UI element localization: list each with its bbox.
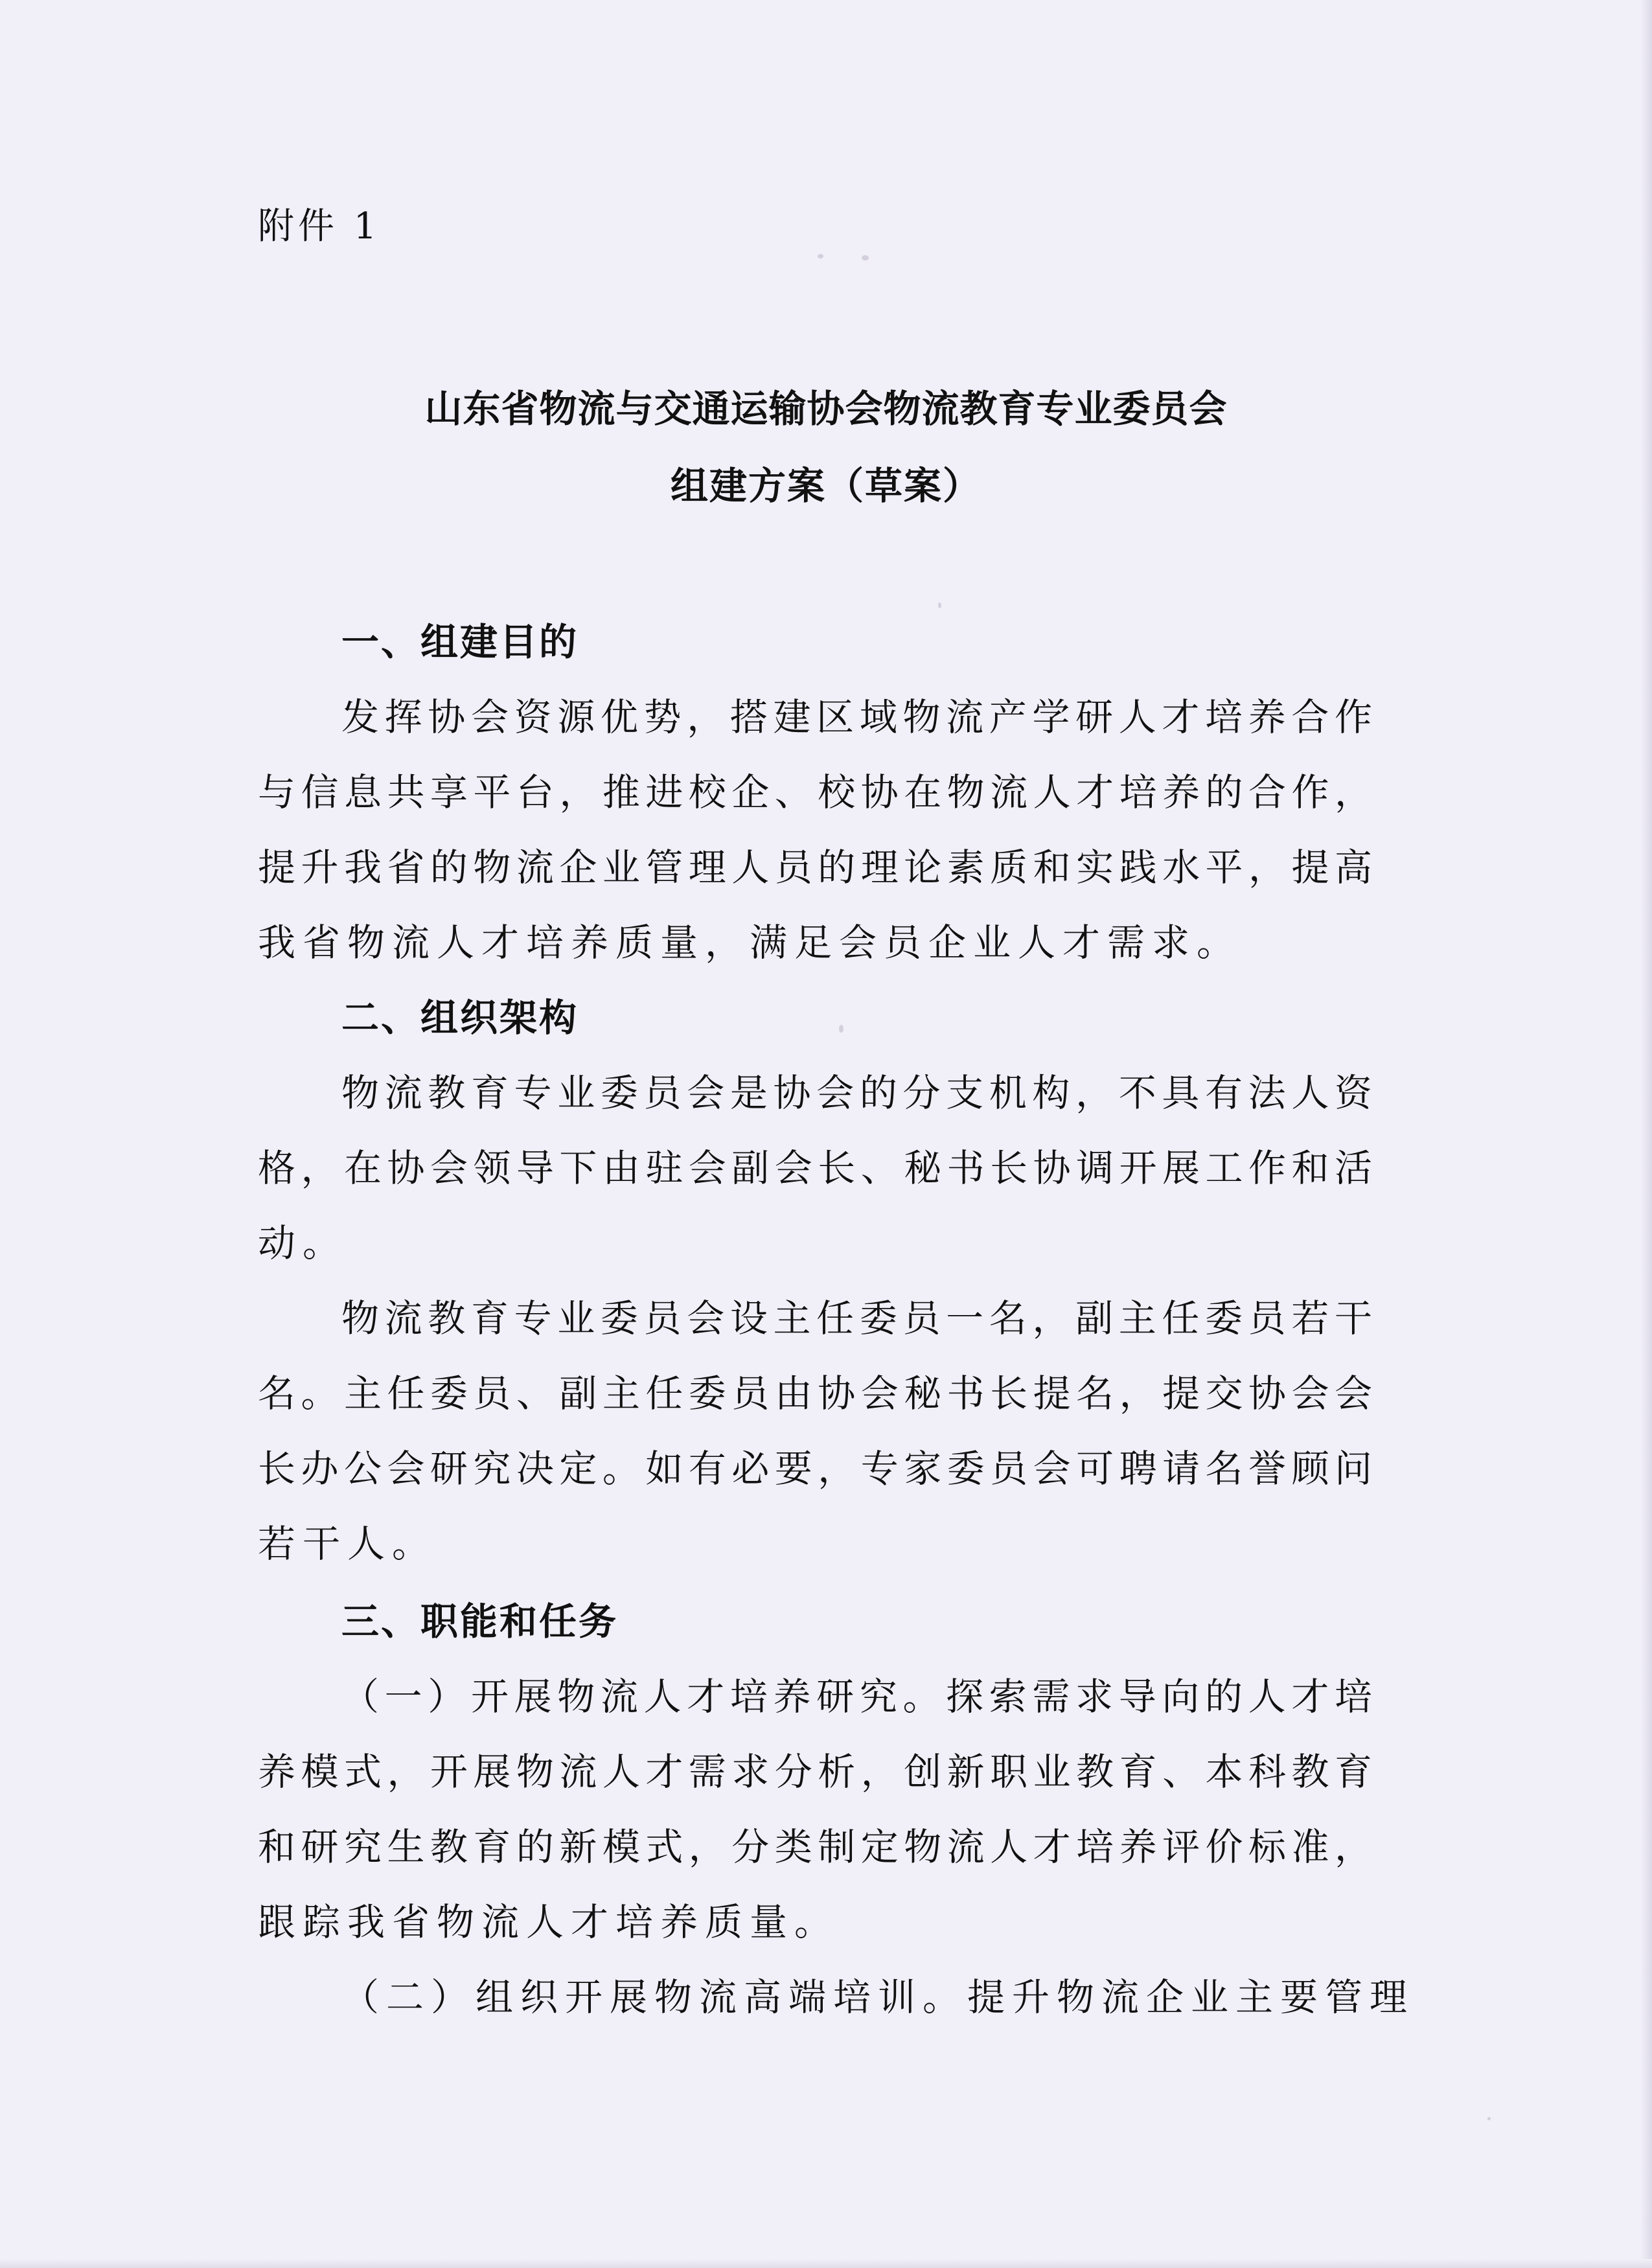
paragraph-line: 跟踪我省物流人才培养质量。 — [258, 1900, 840, 1944]
paragraph-line: （一）开展物流人才培养研究。探索需求导向的人才培 — [341, 1675, 1372, 1719]
paragraph-line: （二）组织开展物流高端培训。提升物流企业主要管理 — [341, 1975, 1415, 2019]
section-heading: 一、组建目的 — [341, 620, 579, 664]
paragraph-line: 动。 — [258, 1221, 348, 1265]
scan-edge-shadow — [1640, 0, 1652, 2268]
paragraph-line: 长办公会研究决定。如有必要，专家委员会可聘请名誉顾问 — [258, 1447, 1372, 1491]
paragraph-line: 若干人。 — [258, 1522, 437, 1566]
document-title-line2: 组建方案（草案） — [670, 464, 981, 508]
attachment-label: 附件 1 — [258, 205, 381, 247]
paragraph-line: 我省物流人才培养质量，满足会员企业人才需求。 — [258, 921, 1242, 965]
paragraph-line: 发挥协会资源优势，搭建区域物流产学研人才培养合作 — [341, 695, 1372, 739]
document-title-line1: 山东省物流与交通运输协会物流教育专业委员会 — [424, 387, 1228, 431]
section-heading: 二、组织架构 — [341, 996, 579, 1040]
paragraph-line: 提升我省的物流企业管理人员的理论素质和实践水平，提高 — [258, 845, 1372, 889]
scan-speck — [839, 1025, 843, 1033]
paragraph-line: 名。主任委员、副主任委员由协会秘书长提名，提交协会会 — [258, 1371, 1372, 1415]
paragraph-line: 物流教育专业委员会设主任委员一名，副主任委员若干 — [341, 1296, 1372, 1340]
paragraph-line: 与信息共享平台，推进校企、校协在物流人才培养的合作， — [258, 770, 1372, 814]
scan-speck — [862, 255, 869, 260]
paragraph-line: 格，在协会领导下由驻会副会长、秘书长协调开展工作和活 — [258, 1146, 1372, 1190]
paragraph-line: 物流教育专业委员会是协会的分支机构，不具有法人资 — [341, 1071, 1372, 1115]
paragraph-line: 养模式，开展物流人才需求分析，创新职业教育、本科教育 — [258, 1750, 1372, 1794]
section-heading: 三、职能和任务 — [341, 1599, 619, 1644]
paragraph-line: 和研究生教育的新模式，分类制定物流人才培养评价标准， — [258, 1825, 1372, 1869]
scan-speck — [818, 254, 823, 258]
scan-speck — [1487, 2117, 1491, 2120]
scan-speck — [938, 602, 941, 608]
scan-bottom-shadow — [0, 2259, 1652, 2268]
